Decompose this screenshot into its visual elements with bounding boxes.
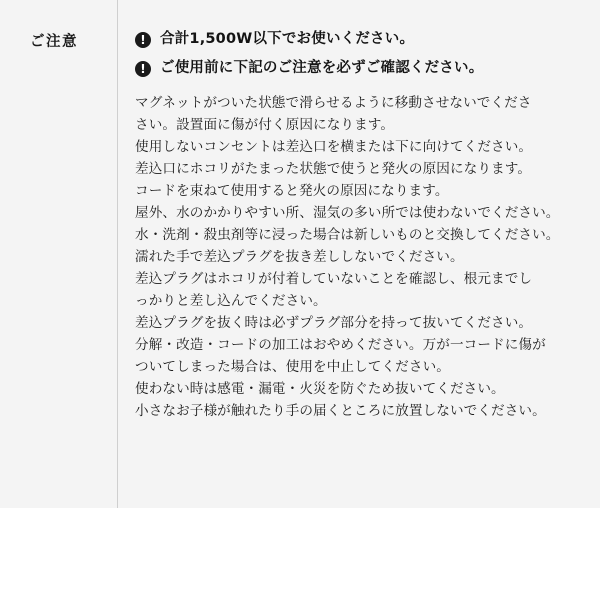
- notice-body-line: 小さなお子様が触れたり手の届くところに放置しないでください。: [135, 403, 546, 420]
- notice-headline: 合計1,500W以下でお使いください。: [160, 31, 415, 47]
- notice-body-line: ついてしまった場合は、使用を中止してください。: [135, 359, 450, 376]
- notice-body-line: 濡れた手で差込プラグを抜き差ししないでください。: [135, 249, 464, 266]
- notice-body: [135, 92, 588, 422]
- notice-body-line: 分解・改造・コードの加工はおやめください。万が一コードに傷が: [135, 337, 546, 354]
- notice-label: ご注意: [30, 34, 78, 50]
- exclamation-icon: !: [135, 61, 151, 77]
- notice-body-line: っかりと差し込んでください。: [135, 293, 327, 310]
- notice-headline-row: [135, 30, 588, 50]
- notice-body-line: 差込口にホコリがたまった状態で使うと発火の原因になります。: [135, 161, 532, 178]
- notice-label-column: [0, 0, 118, 508]
- notice-body-line: 差込プラグを抜く時は必ずプラグ部分を持って抜いてください。: [135, 315, 533, 332]
- notice-headline: ご使用前に下記のご注意を必ずご確認ください。: [160, 59, 484, 76]
- notice-content-column: [118, 0, 600, 508]
- page-bottom-whitespace: [0, 508, 600, 600]
- notice-body-line: 屋外、水のかかりやすい所、湿気の多い所では使わないでください。: [135, 205, 560, 222]
- exclamation-icon: !: [135, 32, 151, 48]
- notice-body-line: 差込プラグはホコリが付着していないことを確認し、根元までし: [135, 271, 533, 288]
- notice-body-line: 使用しないコンセントは差込口を横または下に向けてください。: [135, 139, 533, 156]
- notice-body-line: 水・洗剤・殺虫剤等に浸った場合は新しいものと交換してください。: [135, 227, 560, 244]
- notice-headline-row: [135, 59, 588, 79]
- notice-body-line: マグネットがついた状態で滑らせるように移動させないでくださ: [135, 95, 532, 112]
- notice-body-line: コードを束ねて使用すると発火の原因になります。: [135, 183, 449, 200]
- notice-body-line: 使わない時は感電・漏電・火災を防ぐため抜いてください。: [135, 381, 505, 398]
- notice-body-line: さい。設置面に傷が付く原因になります。: [135, 117, 395, 134]
